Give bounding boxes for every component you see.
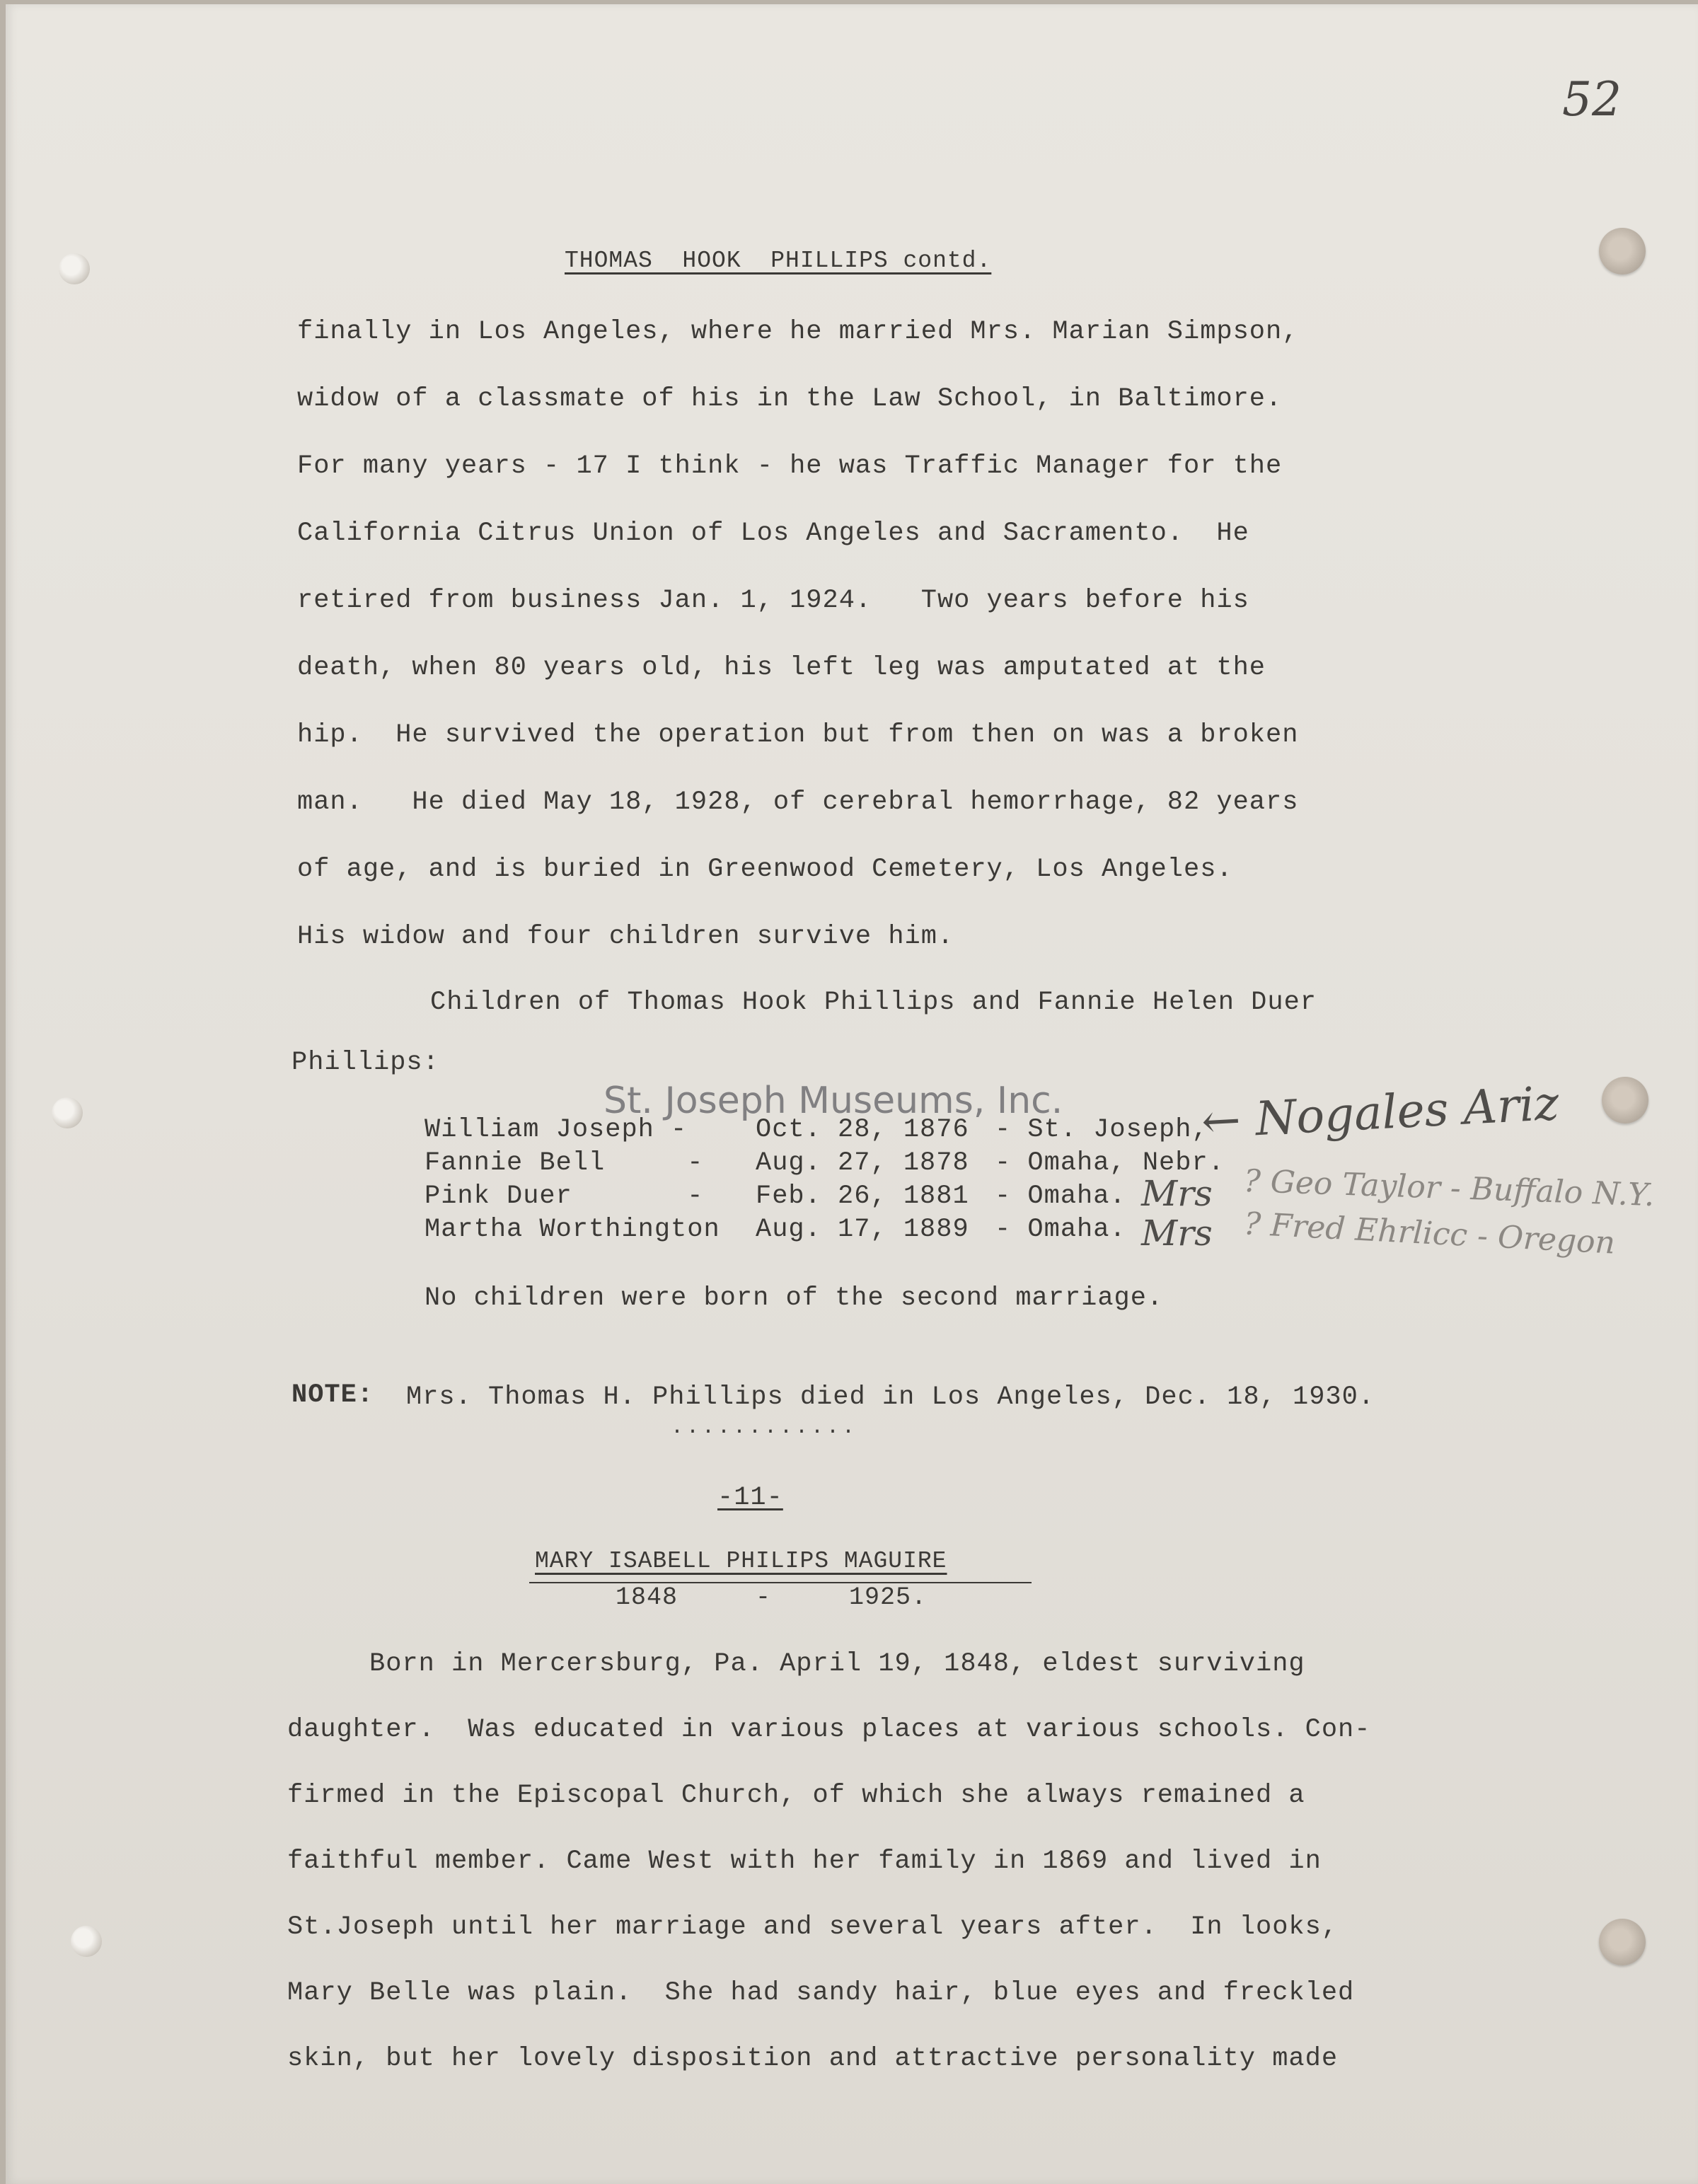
dotted-separator: ............ <box>671 1416 858 1440</box>
child-name: Fannie Bell - <box>424 1148 704 1178</box>
punch-hole-left-top <box>59 253 90 284</box>
text-line: St.Joseph until her marriage and several years after. In looks, <box>287 1912 1339 1942</box>
document-page <box>6 4 1698 2184</box>
text-line: His widow and four children survive him. <box>297 922 954 952</box>
child-date: Aug. 27, 1878 <box>756 1148 969 1178</box>
punch-hole-right-bottom <box>1599 1919 1646 1965</box>
text-line: death, when 80 years old, his left leg was amputated at the <box>297 653 1266 683</box>
child-date: Oct. 28, 1876 <box>756 1115 969 1145</box>
handwritten-mrs: Mrs <box>1141 1213 1213 1254</box>
child-place: - Omaha. <box>995 1181 1126 1211</box>
punch-hole-right-middle <box>1602 1077 1648 1123</box>
punch-hole-right-top <box>1599 228 1646 275</box>
text-line: of age, and is buried in Greenwood Cemetery, Los Angeles. <box>297 855 1233 884</box>
section-title-thomas: THOMAS HOOK PHILLIPS contd. <box>565 248 992 274</box>
note-label: NOTE: <box>291 1380 374 1410</box>
text-line: faithful member. Came West with her family in 1869 and lived in <box>287 1847 1322 1876</box>
child-place: - St. Joseph, <box>995 1115 1208 1145</box>
child-place: - Omaha, Nebr. <box>995 1148 1225 1178</box>
handwritten-note-taylor: ? Geo Taylor - Buffalo N.Y. <box>1243 1162 1656 1214</box>
note-text: Mrs. Thomas H. Phillips died in Los Angeles, Dec. 18, 1930. <box>406 1382 1375 1412</box>
text-line: widow of a classmate of his in the Law School, in Baltimore. <box>297 384 1283 414</box>
child-place: - Omaha. <box>995 1215 1126 1244</box>
text-line: Mary Belle was plain. She had sandy hair, blue eyes and freckled <box>287 1978 1355 2008</box>
child-date: Aug. 17, 1889 <box>756 1215 969 1244</box>
text-line: firmed in the Episcopal Church, of which she always remained a <box>287 1781 1305 1810</box>
punch-hole-left-bottom <box>71 1926 102 1957</box>
handwritten-note-fred: ? Fred Ehrlicc - Oregon <box>1243 1206 1617 1261</box>
text-line: hip. He survived the operation but from then on was a broken <box>297 720 1299 750</box>
text-line: retired from business Jan. 1, 1924. Two years before his <box>297 586 1249 616</box>
children-intro-line: Phillips: <box>291 1048 439 1077</box>
punch-hole-left-middle <box>52 1097 83 1128</box>
section-title-mary: MARY ISABELL PHILIPS MAGUIRE <box>535 1548 947 1574</box>
text-line: daughter. Was educated in various places at various schools. Con- <box>287 1715 1371 1745</box>
child-date: Feb. 26, 1881 <box>756 1181 969 1211</box>
text-line: man. He died May 18, 1928, of cerebral hemorrhage, 82 years <box>297 787 1299 817</box>
no-children-line: No children were born of the second marriage. <box>424 1283 1164 1313</box>
text-line: finally in Los Angeles, where he married Mrs. Marian Simpson, <box>297 317 1299 347</box>
text-line: California Citrus Union of Los Angeles and Sacramento. He <box>297 519 1249 548</box>
section-number: -11- <box>717 1483 783 1513</box>
child-name: Martha Worthington <box>424 1215 720 1244</box>
text-line: skin, but her lovely disposition and attractive personality made <box>287 2044 1339 2074</box>
child-name: William Joseph - <box>424 1115 688 1145</box>
handwritten-note-nogales: ← Nogales Ariz <box>1200 1075 1561 1150</box>
child-name: Pink Duer - <box>424 1181 704 1211</box>
text-line: Born in Mercersburg, Pa. April 19, 1848, eldest surviving <box>287 1649 1305 1679</box>
section-years: 1848 - 1925. <box>616 1583 928 1612</box>
handwritten-page-number: 52 <box>1562 72 1622 127</box>
text-line: For many years - 17 I think - he was Traffic Manager for the <box>297 451 1283 481</box>
children-intro-line: Children of Thomas Hook Phillips and Fannie Helen Duer <box>430 988 1317 1017</box>
watermark: St. Joseph Museums, Inc. <box>603 1080 1063 1122</box>
handwritten-mrs: Mrs <box>1141 1173 1213 1214</box>
